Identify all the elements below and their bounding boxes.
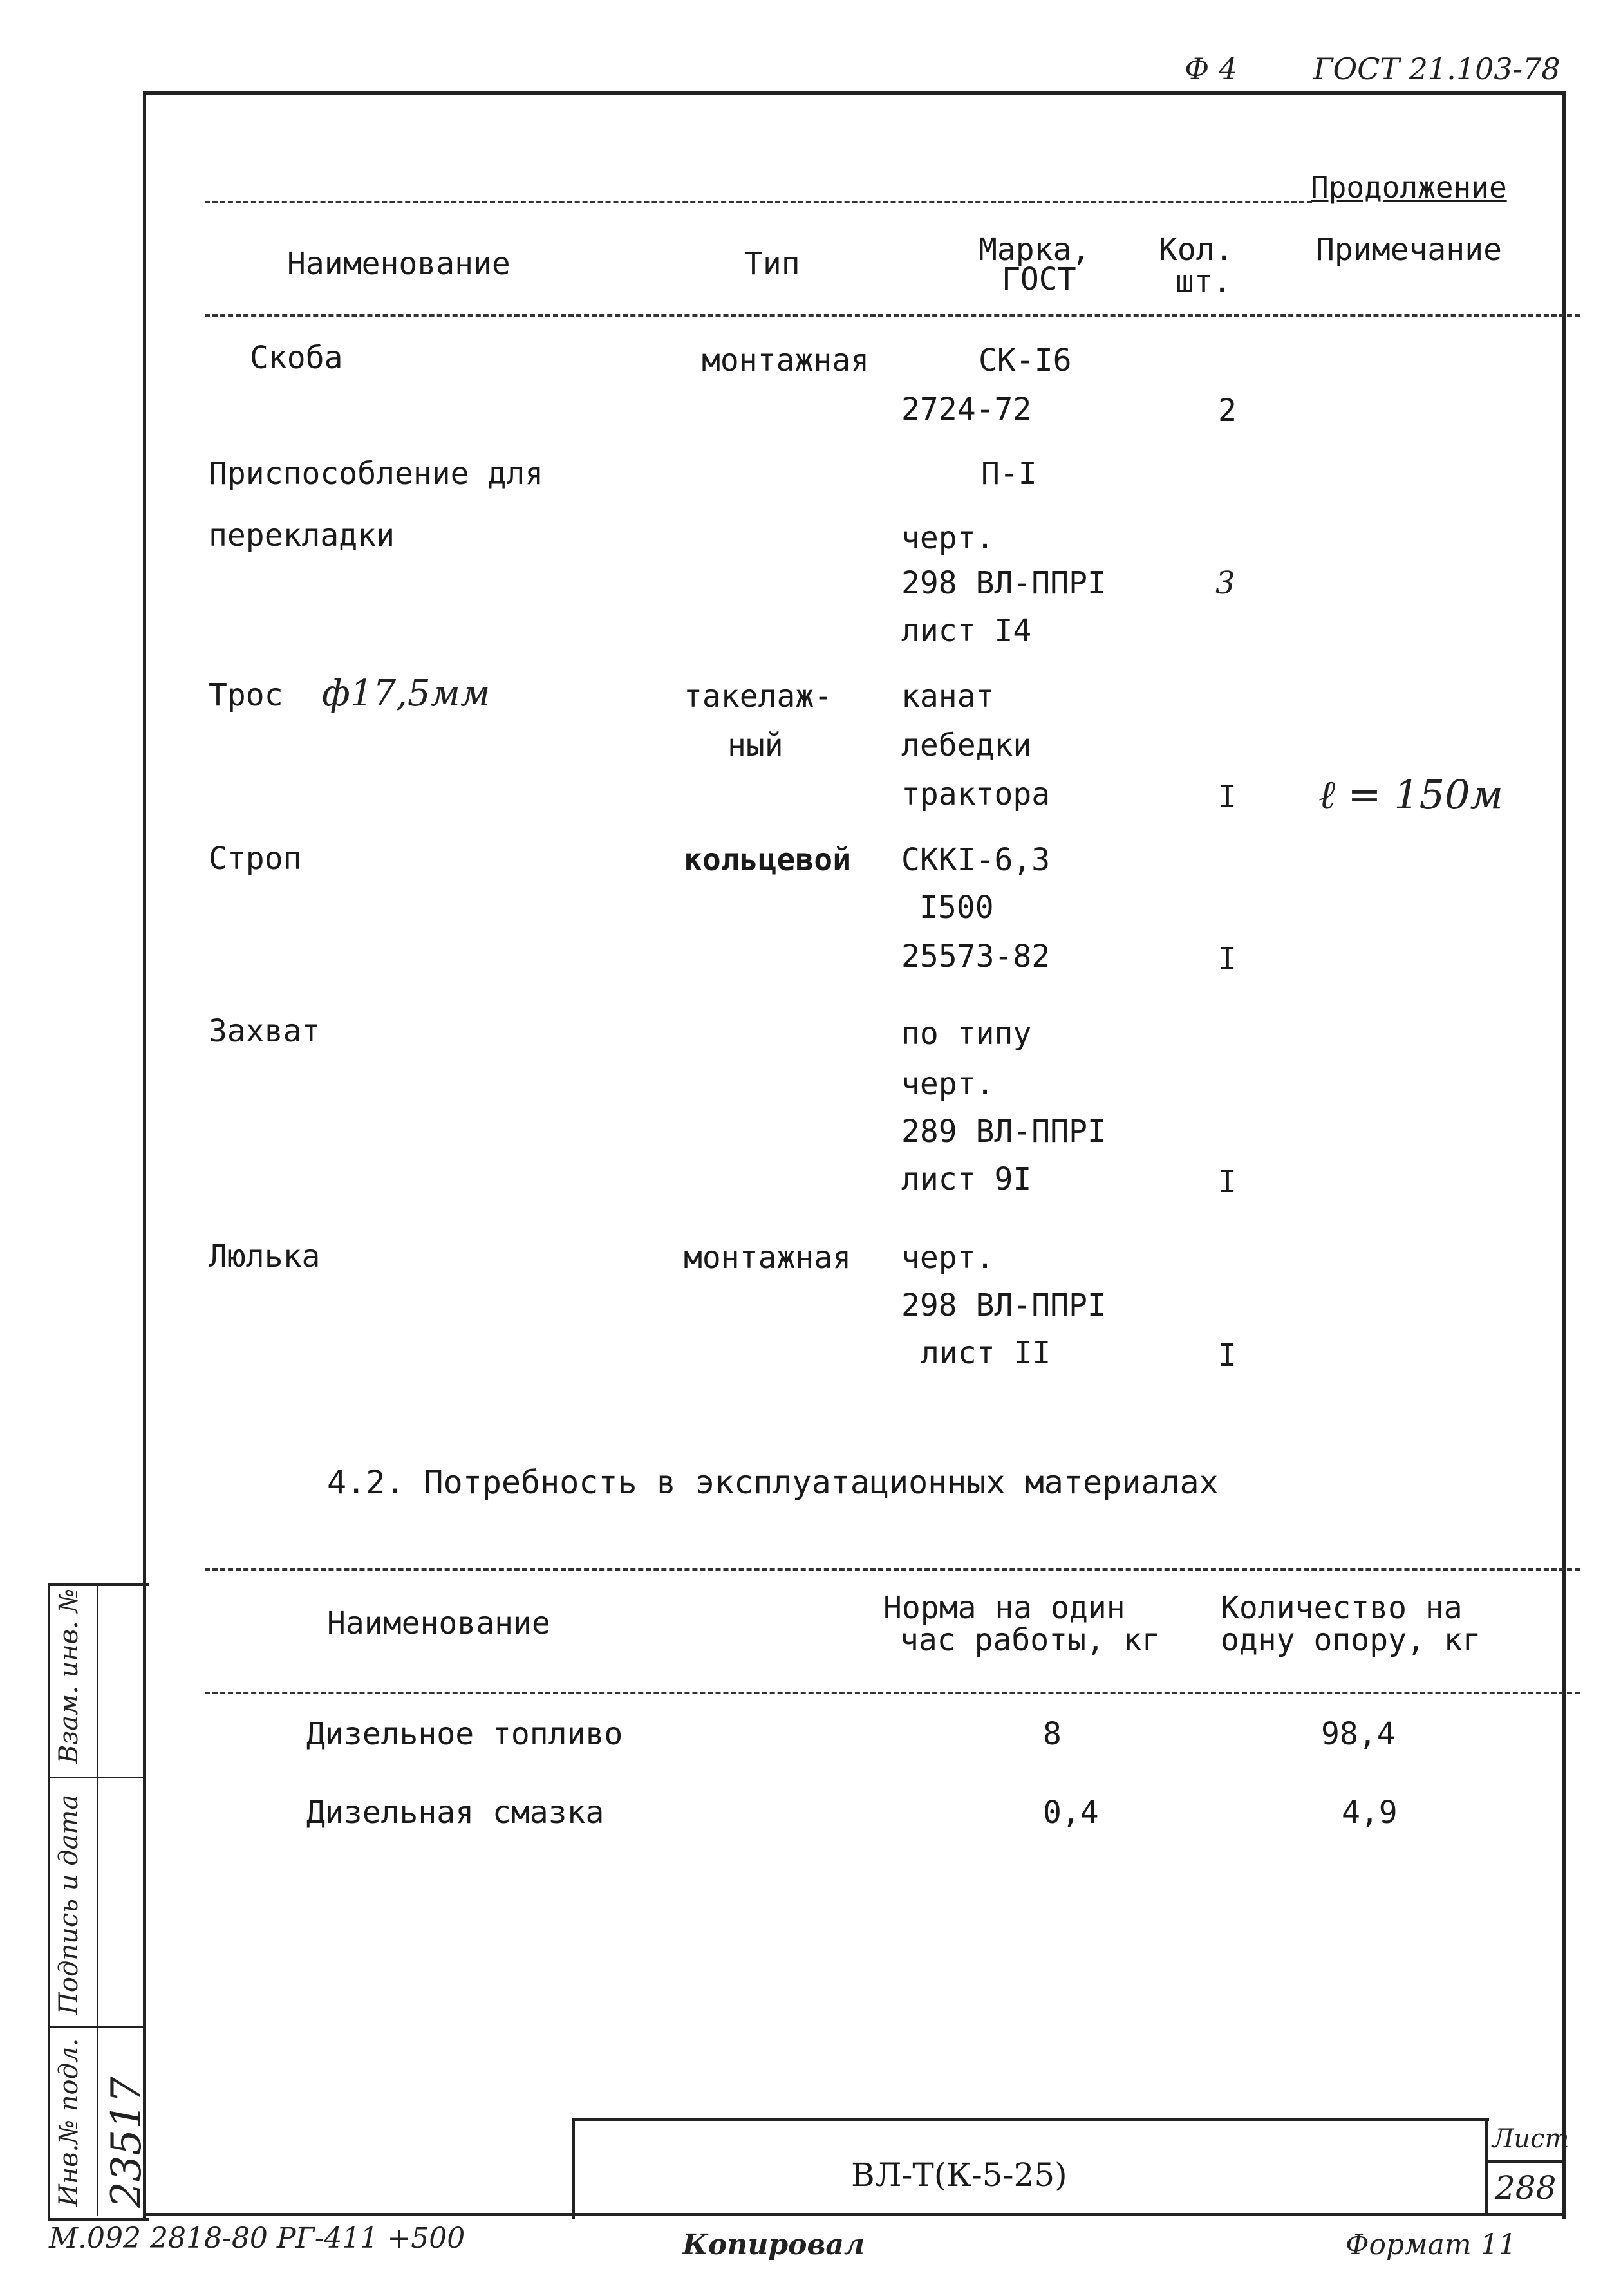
- section-title: 4.2. Потребность в эксплуатационных материалах: [327, 1464, 1219, 1501]
- row-cable-note: ℓ = 150м: [1318, 771, 1503, 818]
- row-grip-name: Захват: [209, 1013, 321, 1049]
- footer-center: Копировал: [682, 2228, 865, 2261]
- material-row-grease-name: Дизельная смазка: [306, 1795, 604, 1831]
- row-cable-mark-1: канат: [901, 678, 995, 714]
- row-cradle-type: монтажная: [684, 1240, 852, 1276]
- sign-date-label: Подпись и дата: [54, 1794, 84, 2015]
- material-row-grease-norm: 0,4: [1043, 1795, 1099, 1831]
- footer-left: М.092 2818-80 РГ-411 +500: [49, 2222, 465, 2255]
- row-cable-mark-3: трактора: [901, 776, 1051, 812]
- row-grip-mark-4: лист 9I: [901, 1161, 1032, 1197]
- side-stamp-divider-1: [48, 1777, 144, 1778]
- sheet-label: Лист: [1492, 2124, 1570, 2154]
- row-device-mark-4: лист I4: [901, 613, 1032, 649]
- page-frame: [143, 91, 1566, 2219]
- table1-header-mark-2: ГОСТ: [1002, 261, 1076, 297]
- row-cradle-mark-1: черт.: [901, 1240, 995, 1276]
- side-stamp-divider-2: [48, 2026, 144, 2028]
- table2-header-norm-2: час работы, кг: [900, 1622, 1161, 1658]
- sheet-box-divider: [1485, 2160, 1562, 2163]
- table1-header-note: Примечание: [1316, 232, 1502, 268]
- row-cable-qty: I: [1218, 779, 1237, 815]
- row-sling-mark-3: 25573-82: [901, 938, 1051, 975]
- sheet-number: 288: [1495, 2169, 1557, 2207]
- row-skoba-qty: 2: [1218, 393, 1237, 429]
- material-row-grease-amount: 4,9: [1342, 1795, 1398, 1831]
- row-sling-qty: I: [1218, 941, 1237, 977]
- row-cable-mark-2: лебедки: [901, 727, 1032, 763]
- row-device-mark-2: черт.: [901, 520, 995, 556]
- table2-top-rule: [205, 1568, 1580, 1571]
- row-skoba-mark-2: 2724-72: [901, 391, 1032, 427]
- table2-header-norm-1: Норма на один: [883, 1590, 1125, 1626]
- table1-header-type: Тип: [744, 246, 800, 282]
- row-cable-name: Трос: [209, 677, 283, 713]
- row-skoba-name: Скоба: [250, 340, 343, 376]
- replaces-label: Взам. инв. №: [54, 1588, 84, 1764]
- inv-no-value: 23517: [103, 2077, 151, 2208]
- row-cable-type-1: такелаж-: [684, 678, 833, 714]
- side-stamp-column: [97, 1583, 98, 2216]
- row-skoba-mark-1: СК-I6: [979, 342, 1072, 378]
- table2-header-amount-1: Количество на: [1221, 1590, 1463, 1626]
- sheet-code: Ф 4: [1185, 51, 1238, 86]
- table1-header-qty-2: шт.: [1176, 264, 1232, 300]
- table2-header-name: Наименование: [327, 1605, 550, 1641]
- material-row-fuel-norm: 8: [1043, 1716, 1062, 1752]
- row-sling-type: кольцевой: [684, 842, 852, 878]
- table2-header-rule: [205, 1692, 1580, 1694]
- row-cradle-mark-2: 298 ВЛ-ППРI: [901, 1287, 1106, 1323]
- row-sling-mark-1: СККI-6,3: [901, 842, 1051, 878]
- table2-header-amount-2: одну опору, кг: [1221, 1622, 1481, 1658]
- table1-header-rule: [205, 314, 1580, 317]
- document-designation: ВЛ-Т(К-5-25): [851, 2156, 1067, 2194]
- table1-header-mark-1: Марка,: [979, 232, 1091, 268]
- material-row-fuel-name: Дизельное топливо: [306, 1716, 623, 1752]
- continuation-label: Продолжение: [1311, 170, 1507, 205]
- material-row-fuel-amount: 98,4: [1321, 1716, 1396, 1752]
- row-device-name: Приспособление для: [209, 456, 544, 492]
- row-grip-mark-1: по типу: [901, 1016, 1032, 1052]
- row-sling-name: Строп: [209, 841, 302, 877]
- row-cradle-mark-3: лист II: [921, 1335, 1051, 1371]
- row-cradle-name: Люлька: [209, 1238, 321, 1274]
- inv-no-label: Инв.№ подл.: [54, 2038, 84, 2207]
- row-device-name-2: перекладки: [209, 518, 395, 554]
- row-grip-qty: I: [1218, 1164, 1237, 1200]
- row-device-mark-3: 298 ВЛ-ППРI: [901, 565, 1106, 601]
- standard-reference: ГОСТ 21.103-78: [1313, 51, 1560, 86]
- footer-right: Формат 11: [1345, 2228, 1517, 2261]
- row-device-qty: 3: [1215, 565, 1235, 601]
- row-cable-type-2: ный: [727, 727, 783, 763]
- row-skoba-type: монтажная: [702, 342, 870, 378]
- row-sling-mark-2: I500: [919, 890, 994, 926]
- table1-header-qty-1: Кол.: [1159, 232, 1233, 268]
- row-grip-mark-3: 289 ВЛ-ППРI: [901, 1114, 1106, 1150]
- row-device-mark-1: П-I: [981, 456, 1037, 492]
- row-cradle-qty: I: [1218, 1338, 1237, 1374]
- table1-header-name: Наименование: [287, 246, 511, 282]
- table1-top-rule: [205, 201, 1312, 203]
- row-grip-mark-2: черт.: [901, 1066, 995, 1102]
- row-cable-diameter: ф17,5мм: [322, 673, 491, 714]
